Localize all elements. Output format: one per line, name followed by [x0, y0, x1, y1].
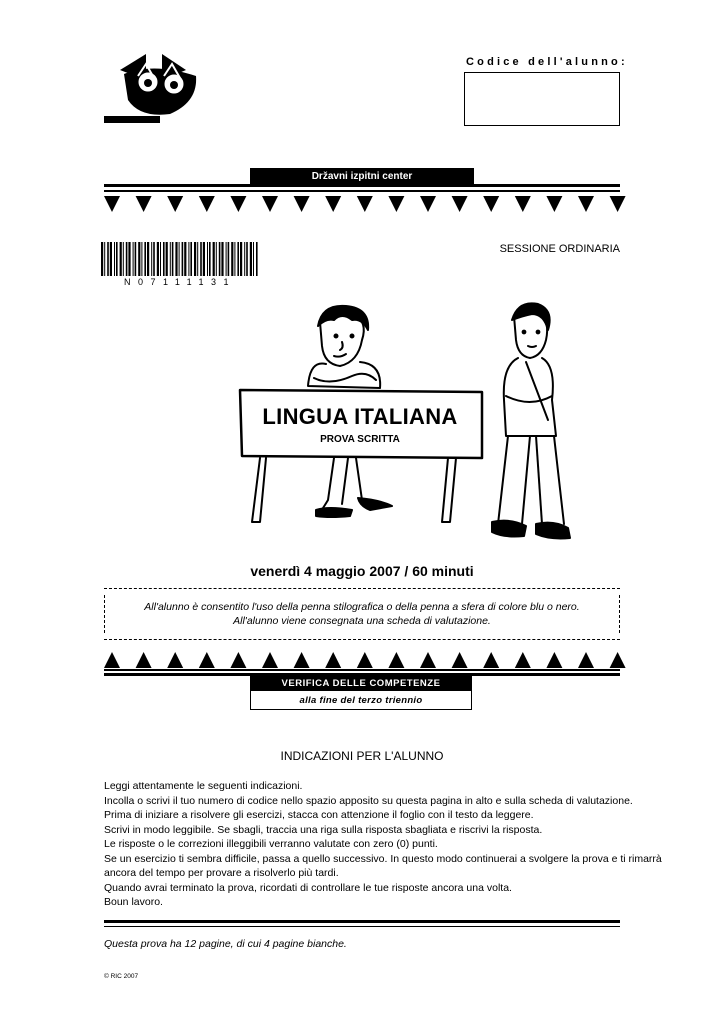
instruction-line: ancora del tempo per provare a risolverlo più tardi.: [104, 867, 339, 879]
barcode-bar: [160, 242, 161, 276]
barcode-bar: [253, 242, 254, 276]
instruction-line: Quando avrai terminato la prova, ricordati di controllare le tue risposte ancora una volta.: [104, 881, 512, 894]
triangle-up-icon: [578, 652, 594, 668]
barcode-number: N07111131: [124, 277, 237, 287]
student-code-box[interactable]: [464, 72, 620, 126]
barcode-bar: [234, 242, 235, 276]
barcode-bar: [231, 242, 233, 276]
barcode-bar: [188, 242, 189, 276]
session-label: SESSIONE ORDINARIA: [499, 243, 620, 255]
triangle-down-icon: [515, 196, 531, 212]
barcode-bar: [184, 242, 186, 276]
barcode-icon: [101, 242, 259, 276]
barcode-bar: [216, 242, 217, 276]
triangle-up-icon: [199, 652, 215, 668]
triangle-up-icon: [452, 652, 468, 668]
notes-box: [104, 588, 620, 640]
triangle-up-icon: [104, 652, 120, 668]
barcode-bar: [250, 242, 252, 276]
barcode-bar: [190, 242, 192, 276]
barcode-bar: [163, 242, 165, 276]
barcode-bar: [175, 242, 177, 276]
barcode-bar: [104, 242, 105, 276]
footer-rule: [104, 920, 620, 923]
triangle-down-icon: [452, 196, 468, 212]
barcode-bar: [123, 242, 124, 276]
instruction-line: Se un esercizio ti sembra difficile, passa a quello successivo. In questo modo continuerai a svolgere la prova e ti rimarrà: [104, 852, 662, 865]
barcode-bar: [200, 242, 202, 276]
barcode-bar: [194, 242, 196, 276]
verifica-subtitle: alla fine del terzo triennio: [299, 695, 423, 706]
barcode-bar: [153, 242, 155, 276]
instruction-line: Leggi attentamente le seguenti indicazioni.: [104, 780, 303, 792]
top-triangle-row: [100, 194, 626, 214]
barcode-bar: [147, 242, 149, 276]
barcode-bar: [166, 242, 168, 276]
exam-title: LINGUA ITALIANA: [262, 404, 458, 429]
barcode-bar: [203, 242, 205, 276]
triangle-up-icon: [294, 652, 310, 668]
instruction-line: Prima di iniziare a risolvere gli esercizi, stacca con attenzione il foglio con il testo da leggere.: [104, 809, 534, 821]
triangle-down-icon: [325, 196, 341, 212]
triangle-down-icon: [136, 196, 152, 212]
top-rule-2: [104, 190, 620, 192]
middle-rule: [104, 669, 620, 671]
exam-date-line: venerdì 4 maggio 2007 / 60 minuti: [250, 563, 474, 579]
triangle-up-icon: [388, 652, 404, 668]
instruction-line: Le risposte o le correzioni illeggibili verranno valutate con zero (0) punti.: [104, 838, 438, 850]
center-name-band: Državni izpitni center: [250, 168, 474, 185]
barcode-bar: [179, 242, 180, 276]
student-code-label: Codice dell'alunno:: [466, 56, 628, 68]
barcode-bar: [135, 242, 137, 276]
triangle-up-icon: [515, 652, 531, 668]
triangle-up-icon: [262, 652, 278, 668]
barcode-bar: [107, 242, 109, 276]
barcode-bar: [226, 242, 227, 276]
note-line-1: All'alunno è consentito l'uso della penna stilografica o della penna a sfera di colore blu o nero.: [144, 601, 580, 613]
triangle-up-icon: [610, 652, 626, 668]
barcode-bar: [240, 242, 242, 276]
barcode-bar: [172, 242, 174, 276]
triangle-down-icon: [199, 196, 215, 212]
barcode-bar: [256, 242, 258, 276]
triangle-down-icon: [167, 196, 183, 212]
instruction-line: Boun lavoro.: [104, 896, 163, 908]
triangle-down-icon: [230, 196, 246, 212]
barcode-bar: [138, 242, 140, 276]
instruction-line: Scrivi in modo leggibile. Se sbagli, traccia una riga sulla risposta sbagliata e riscrivi la risposta.: [104, 823, 543, 836]
triangle-up-icon: [546, 652, 562, 668]
instruction-line: Incolla o scrivi il tuo numero di codice nello spazio apposito su questa pagina in alto e sulla scheda di valutazione.: [104, 794, 633, 807]
barcode-bar: [170, 242, 171, 276]
barcode-bar: [213, 242, 215, 276]
triangle-up-icon: [420, 652, 436, 668]
triangle-down-icon: [483, 196, 499, 212]
barcode-bar: [244, 242, 245, 276]
barcode-bar: [144, 242, 146, 276]
barcode-bar: [237, 242, 239, 276]
triangle-down-icon: [388, 196, 404, 212]
barcode-bar: [157, 242, 159, 276]
triangle-down-icon: [578, 196, 594, 212]
barcode-bar: [128, 242, 130, 276]
barcode-bar: [246, 242, 248, 276]
triangle-down-icon: [420, 196, 436, 212]
barcode-bar: [110, 242, 112, 276]
barcode-bar: [228, 242, 230, 276]
barcode-bar: [197, 242, 198, 276]
barcode-bar: [116, 242, 118, 276]
owl-logo-icon: [100, 40, 204, 126]
barcode-bar: [151, 242, 152, 276]
triangle-down-icon: [262, 196, 278, 212]
triangle-down-icon: [294, 196, 310, 212]
bottom-triangle-row: [100, 650, 626, 670]
triangle-up-icon: [483, 652, 499, 668]
instructions-heading: INDICAZIONI PER L'ALUNNO: [280, 749, 444, 763]
triangle-up-icon: [167, 652, 183, 668]
copyright: © RIC 2007: [104, 973, 139, 980]
barcode-bar: [209, 242, 211, 276]
barcode-bar: [126, 242, 128, 276]
triangle-down-icon: [104, 196, 120, 212]
barcode-bar: [120, 242, 122, 276]
barcode-bar: [207, 242, 208, 276]
triangle-up-icon: [357, 652, 373, 668]
pages-note: Questa prova ha 12 pagine, di cui 4 pagine bianche.: [104, 938, 347, 950]
barcode-bar: [114, 242, 115, 276]
triangle-up-icon: [230, 652, 246, 668]
footer-rule-2: [104, 926, 620, 927]
triangle-up-icon: [325, 652, 341, 668]
note-line-2: All'alunno viene consegnata una scheda di valutazione.: [233, 615, 491, 627]
triangle-up-icon: [136, 652, 152, 668]
exam-subtitle: PROVA SCRITTA: [320, 434, 400, 445]
barcode-bar: [182, 242, 184, 276]
barcode-bar: [141, 242, 142, 276]
barcode-bar: [221, 242, 223, 276]
triangle-down-icon: [610, 196, 626, 212]
triangle-down-icon: [546, 196, 562, 212]
barcode-bar: [133, 242, 134, 276]
barcode-bar: [101, 242, 103, 276]
barcode-bar: [219, 242, 221, 276]
verifica-title: VERIFICA DELLE COMPETENZE: [251, 676, 471, 691]
triangle-down-icon: [357, 196, 373, 212]
